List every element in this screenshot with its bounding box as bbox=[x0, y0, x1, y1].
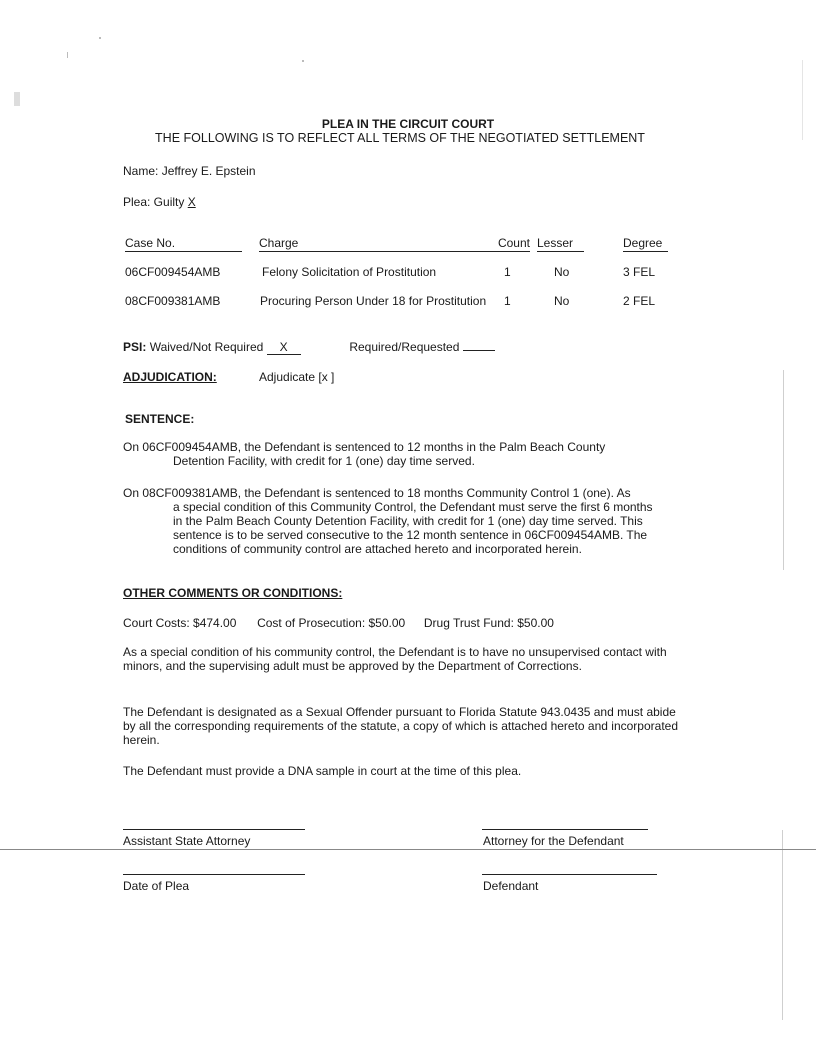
plea-label: Plea: Guilty bbox=[123, 195, 185, 209]
row1-degree: 3 FEL bbox=[623, 265, 656, 279]
document-subtitle: THE FOLLOWING IS TO REFLECT ALL TERMS OF THE NEGOTIATED SETTLEMENT bbox=[155, 131, 645, 145]
asa-signature-line bbox=[123, 829, 305, 830]
defendant-name-line bbox=[123, 164, 256, 178]
date-signature-line bbox=[123, 874, 305, 875]
name-label: Name: bbox=[123, 164, 159, 178]
name-value: Jeffrey E. Epstein bbox=[161, 164, 256, 178]
sexual-offender-paragraph: The Defendant is designated as a Sexual Offender pursuant to Florida Statute 943.0435 and must abide by all the corresponding requirements of the statute, a copy of which is attached hereto and incorporated herein. bbox=[123, 705, 678, 747]
psi-waived-text: Waived/Not Required bbox=[149, 340, 264, 354]
adjudication-label: ADJUDICATION: bbox=[123, 370, 217, 384]
defense-attorney-label: Attorney for the Defendant bbox=[483, 834, 624, 848]
scan-edge-line bbox=[782, 830, 783, 1020]
document-title: PLEA IN THE CIRCUIT COURT bbox=[321, 117, 495, 131]
col-header-case: Case No. bbox=[125, 236, 242, 252]
dna-paragraph: The Defendant must provide a DNA sample in court at the time of this plea. bbox=[123, 764, 522, 778]
col-header-charge: Charge bbox=[259, 236, 496, 252]
asa-label: Assistant State Attorney bbox=[123, 834, 251, 848]
defense-attorney-signature-line bbox=[482, 829, 648, 830]
other-comments-label: OTHER COMMENTS OR CONDITIONS: bbox=[123, 586, 343, 600]
defendant-signature-line bbox=[482, 874, 657, 875]
row1-charge: Felony Solicitation of Prostitution bbox=[262, 265, 437, 279]
court-costs: Court Costs: $474.00 bbox=[123, 616, 237, 630]
scan-speck bbox=[302, 60, 304, 62]
psi-waived-mark: X bbox=[267, 340, 301, 355]
sentence-2-rest: a special condition of this Community Control, the Defendant must serve the first 6 months in the Palm Beach County Detention Facility, with credit for 1 (one) day time served. This sentence is to be served consecutive to the 12 month sentence in 06CF009454AMB. The conditions of community control are attached hereto and incorporated herein. bbox=[173, 500, 653, 556]
row2-count: 1 bbox=[504, 294, 511, 308]
row2-degree: 2 FEL bbox=[623, 294, 656, 308]
row2-charge: Procuring Person Under 18 for Prostitution bbox=[260, 294, 487, 308]
col-header-count: Count bbox=[494, 236, 530, 252]
contact-condition-paragraph: As a special condition of his community control, the Defendant is to have no unsupervised contact with minors, and the supervising adult must be approved by the Department of Corrections. bbox=[123, 645, 667, 673]
row2-lesser: No bbox=[554, 294, 570, 308]
sentence-paragraph-2 bbox=[123, 486, 723, 556]
scan-fold-line bbox=[0, 849, 816, 850]
sentence-paragraph-1 bbox=[123, 440, 723, 468]
col-header-lesser: Lesser bbox=[537, 236, 584, 252]
date-of-plea-label: Date of Plea bbox=[123, 879, 190, 893]
plea-mark: X bbox=[187, 195, 196, 209]
row1-lesser: No bbox=[554, 265, 570, 279]
defendant-label: Defendant bbox=[483, 879, 539, 893]
row2-case: 08CF009381AMB bbox=[125, 294, 221, 308]
sentence-1-rest: Detention Facility, with credit for 1 (one) day time served. bbox=[173, 454, 475, 468]
prosecution-cost: Cost of Prosecution: $50.00 bbox=[257, 616, 406, 630]
drug-trust-fund: Drug Trust Fund: $50.00 bbox=[423, 616, 554, 630]
sentence-2-first-line: On 08CF009381AMB, the Defendant is sentenced to 18 months Community Control 1 (one). As bbox=[123, 486, 631, 500]
costs-line bbox=[123, 616, 554, 630]
col-header-degree: Degree bbox=[623, 236, 668, 252]
scan-edge-line bbox=[783, 370, 784, 570]
row1-case: 06CF009454AMB bbox=[125, 265, 221, 279]
scan-speck bbox=[14, 92, 20, 106]
psi-required-text: Required/Requested bbox=[349, 340, 460, 354]
row1-count: 1 bbox=[504, 265, 511, 279]
scan-speck bbox=[67, 52, 68, 58]
plea-line bbox=[123, 195, 196, 209]
sentence-label: SENTENCE: bbox=[125, 412, 195, 426]
psi-line bbox=[123, 340, 495, 355]
adjudication-value: Adjudicate [x ] bbox=[259, 370, 335, 384]
sentence-1-first-line: On 06CF009454AMB, the Defendant is sentenced to 12 months in the Palm Beach County bbox=[123, 440, 606, 454]
psi-label: PSI: bbox=[123, 340, 147, 354]
psi-required-blank bbox=[463, 350, 495, 351]
scan-speck bbox=[99, 37, 101, 39]
